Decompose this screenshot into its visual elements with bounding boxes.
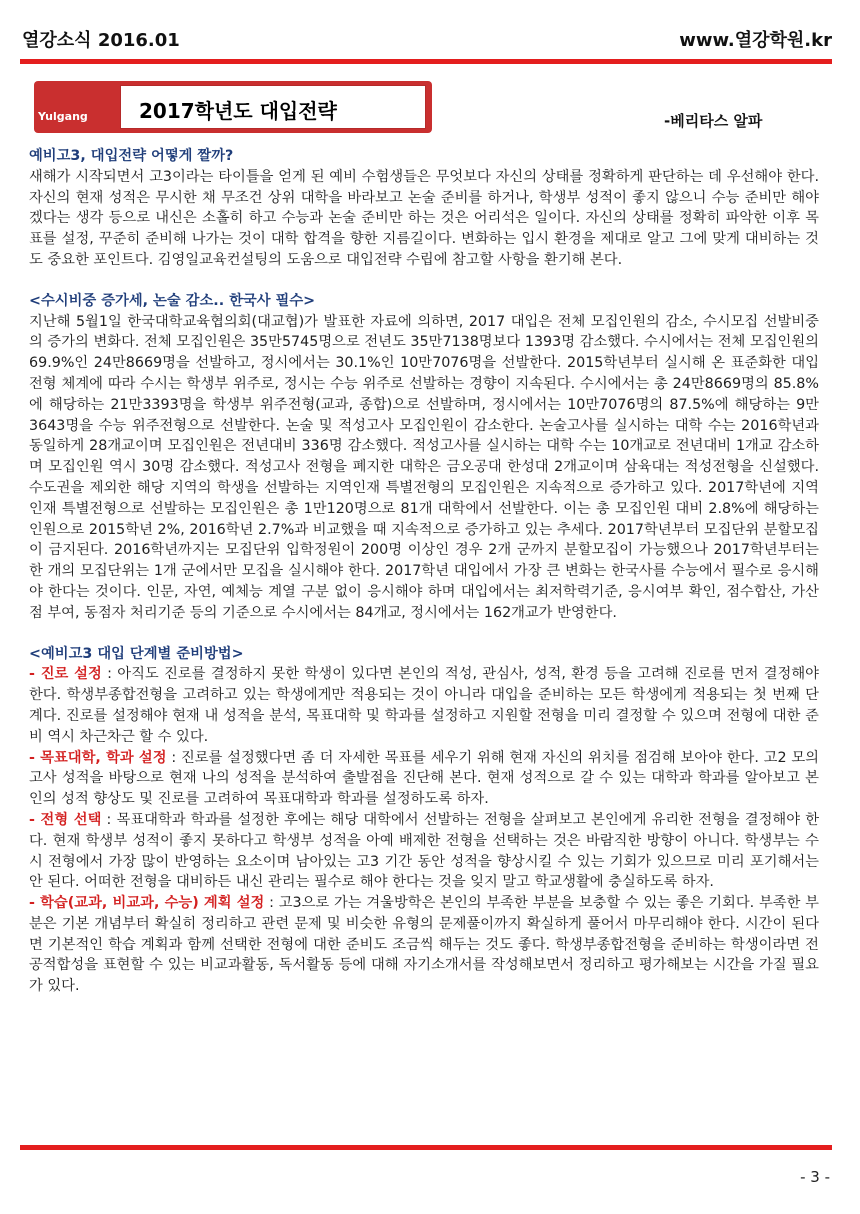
article-body (29, 146, 819, 1017)
section-paragraph: 지난해 5월1일 한국대학교육협의회(대교협)가 발표한 자료에 의하면, 2017 대입은 전체 모집인원의 감소, 수시모집 선발비중의 증가의 변화다. 전체 모집인원은 35만5745명으로 전년도 35만7138명보다 1393명 감소했다. 수시에서는 전체 모집인원의 69.9%인 24만8669명을 선발하고, 정시에서는 30.1%인 10만7076명을 선발한다. 2015학년부터 실시해 온 표준화한 대입전형 체계에 따라 수시는 학생부 위주로, 정시는 수능 위주로 선발하는 경향이 지속된다. 수시에서는 총 24만8669명의 85.8%에 해당하는 21만3393명을 학생부 위주전형(교과, 종합)으로 선발하며, 정시에서는 10만7076명의 87.5%에 해당하는 9만3643명을 수능 위주전형으로 선발한다. 논술 및 적성고사 모집인원이 감소한다. 논술고사를 실시하는 대학 수는 2016학년과 동일하게 28개교이며 모집인원은 전년대비 336명 감소했다. 적성고사를 실시하는 대학 수는 10개교로 전년대비 1개교 감소하며 모집인원 역시 30명 감소했다. 적성고사 전형을 폐지한 대학은 금오공대 한성대 2개교이며 삼육대는 적성전형을 신설했다. 수도권을 제외한 해당 지역의 학생을 선발하는 지역인재 특별전형의 모집인원은 지속적으로 증가하고 있다. 2017학년에 지역인재 특별전형으로 선발하는 모집인원은 총 1만120명으로 81개 대학에서 선발한다. 이는 총 모집인원 대비 2.8%에 해당하는 인원으로 2015학년 2%, 2016학년 2.7%과 비교했을 때 지속적으로 증가하고 있는 추세다. 2017학년부터 모집단위 분할모집이 금지된다. 2016학년까지는 모집단위 입학정원이 200명 이상인 경우 2개 군까지 분할모집이 가능했으나 2017학년부터는 한 개의 모집단위는 1개 군에서만 모집을 실시해야 한다. 2017학년 대입에서 가장 큰 변화는 한국사를 수능에서 필수로 응시해야 한다는 것이다. 인문, 자연, 예체능 계열 구분 없이 응시해야 하며 대입에서는 최저학력기준, 응시여부 확인, 점수합산, 가산점 부여, 동점자 처리기준 등의 기준으로 수시에서는 84개교, 정시에서는 162개교가 반영한다. (29, 313, 819, 621)
section-changes (29, 291, 819, 624)
section-heading: <수시비중 증가세, 논술 감소.. 한국사 필수> (29, 292, 316, 309)
section-intro (29, 146, 819, 271)
section-heading: 예비고3, 대입전략 어떻게 짤까? (29, 148, 234, 164)
bottom-divider (20, 1145, 832, 1150)
section-paragraph: 새해가 시작되면서 고3이라는 타이틀을 얻게 된 예비 수험생들은 무엇보다 자신의 상태를 정확하게 판단하는 데 우선해야 한다. 자신의 현재 성적은 무시한 채 무조건 상위 대학을 바라보고 논술 준비를 하거나, 학생부 성적이 좋지 않으니 수능 준비만 해야겠다는 생각 등으로 내신은 소홀히 하고 수능과 논술 준비만 하는 것은 어리석은 일이다. 자신의 상태를 정확히 파악한 이후 목표를 설정, 꾸준히 준비해 나가는 것이 대학 합격을 향한 지름길이다. 변화하는 입시 환경을 제대로 알고 그에 맞게 대비하는 것도 중요한 포인트다. 김영일교육컨설팅의 도움으로 대입전략 수립에 참고할 사항을 환기해 본다. (29, 168, 819, 268)
title-banner (34, 81, 432, 133)
article-title: 2017학년도 대입전략 (139, 99, 337, 123)
step-title: - 목표대학, 학과 설정 (29, 749, 167, 766)
step-item (29, 748, 819, 810)
section-heading: <예비고3 대입 단계별 준비방법> (29, 645, 244, 662)
title-box (120, 85, 426, 129)
top-divider (20, 59, 832, 64)
step-body: : 고3으로 가는 겨울방학은 본인의 부족한 부분을 보충할 수 있는 좋은 기회다. 부족한 부분은 기본 개념부터 확실히 정리하고 관련 문제 및 비슷한 유형의 문제풀이까지 확실하게 풀어서 마무리해야 한다. 시간이 된다면 기본적인 학습 계획과 함께 선택한 전형에 대한 준비도 조금씩 해두는 것도 좋다. 학생부종합전형을 준비하는 학생이라면 전공적합성을 표현할 수 있는 비교과활동, 독서활동 등에 대해 자기소개서를 작성해보면서 정리하고 평가해보는 시간을 가질 필요가 있다. (29, 895, 819, 995)
page-number: - 3 - (800, 1168, 830, 1186)
step-title: - 전형 선택 (29, 811, 102, 828)
step-title: - 학습(교과, 비교과, 수능) 계획 설정 (29, 895, 265, 912)
step-item (29, 893, 819, 997)
step-title: - 진로 설정 (29, 666, 102, 683)
step-body: : 진로를 설정했다면 좀 더 자세한 목표를 세우기 위해 현재 자신의 위치를 점검해 보아야 한다. 고2 모의고사 성적을 바탕으로 현재 나의 성적을 분석하여 출발점을 진단해 본다. 현재 성적으로 갈 수 있는 대학과 학과를 알아보고 본인의 성적 향상도 및 진로를 고려하여 목표대학과 학과를 설정하도록 하자. (29, 749, 819, 808)
website-link[interactable]: www.열강학원.kr (679, 30, 832, 51)
newsletter-title: 열강소식 2016.01 (22, 30, 180, 51)
page-header (22, 22, 832, 52)
step-item (29, 810, 819, 893)
section-steps (29, 644, 819, 998)
step-body: : 목표대학과 학과를 설정한 후에는 해당 대학에서 선발하는 전형을 살펴보고 본인에게 유리한 전형을 결정해야 한다. 현재 학생부 성적이 좋지 못하다고 학생부 성적을 아예 배제한 전형을 선택하는 것은 바람직한 방향이 아니다. 학생부는 수시 전형에서 가장 많이 반영하는 요소이며 남아있는 고3 기간 동안 성적을 향상시킬 수 있는 기회가 있으므로 미리 포기해서는 안 된다. 어떠한 전형을 대비하든 내신 관리는 필수로 해야 한다는 것을 잊지 말고 학교생활에 충실하도록 하자. (29, 811, 820, 891)
yulgang-logo: Yulgang (38, 110, 88, 123)
byline: -베리타스 알파 (664, 112, 763, 130)
step-body: : 아직도 진로를 결정하지 못한 학생이 있다면 본인의 적성, 관심사, 성적, 환경 등을 고려해 진로를 먼저 결정해야 한다. 학생부종합전형을 고려하고 있는 학생에게만 적용되는 것이 아니라 대입을 준비하는 모든 학생에게 적용되는 첫 번째 단계다. 진로를 설정해야 현재 내 성적을 분석, 목표대학 및 학과를 설정하고 지원할 전형을 미리 결정할 수 있으며 전형에 대한 준비 역시 차근차근 할 수 있다. (29, 666, 819, 745)
step-item (29, 664, 819, 747)
